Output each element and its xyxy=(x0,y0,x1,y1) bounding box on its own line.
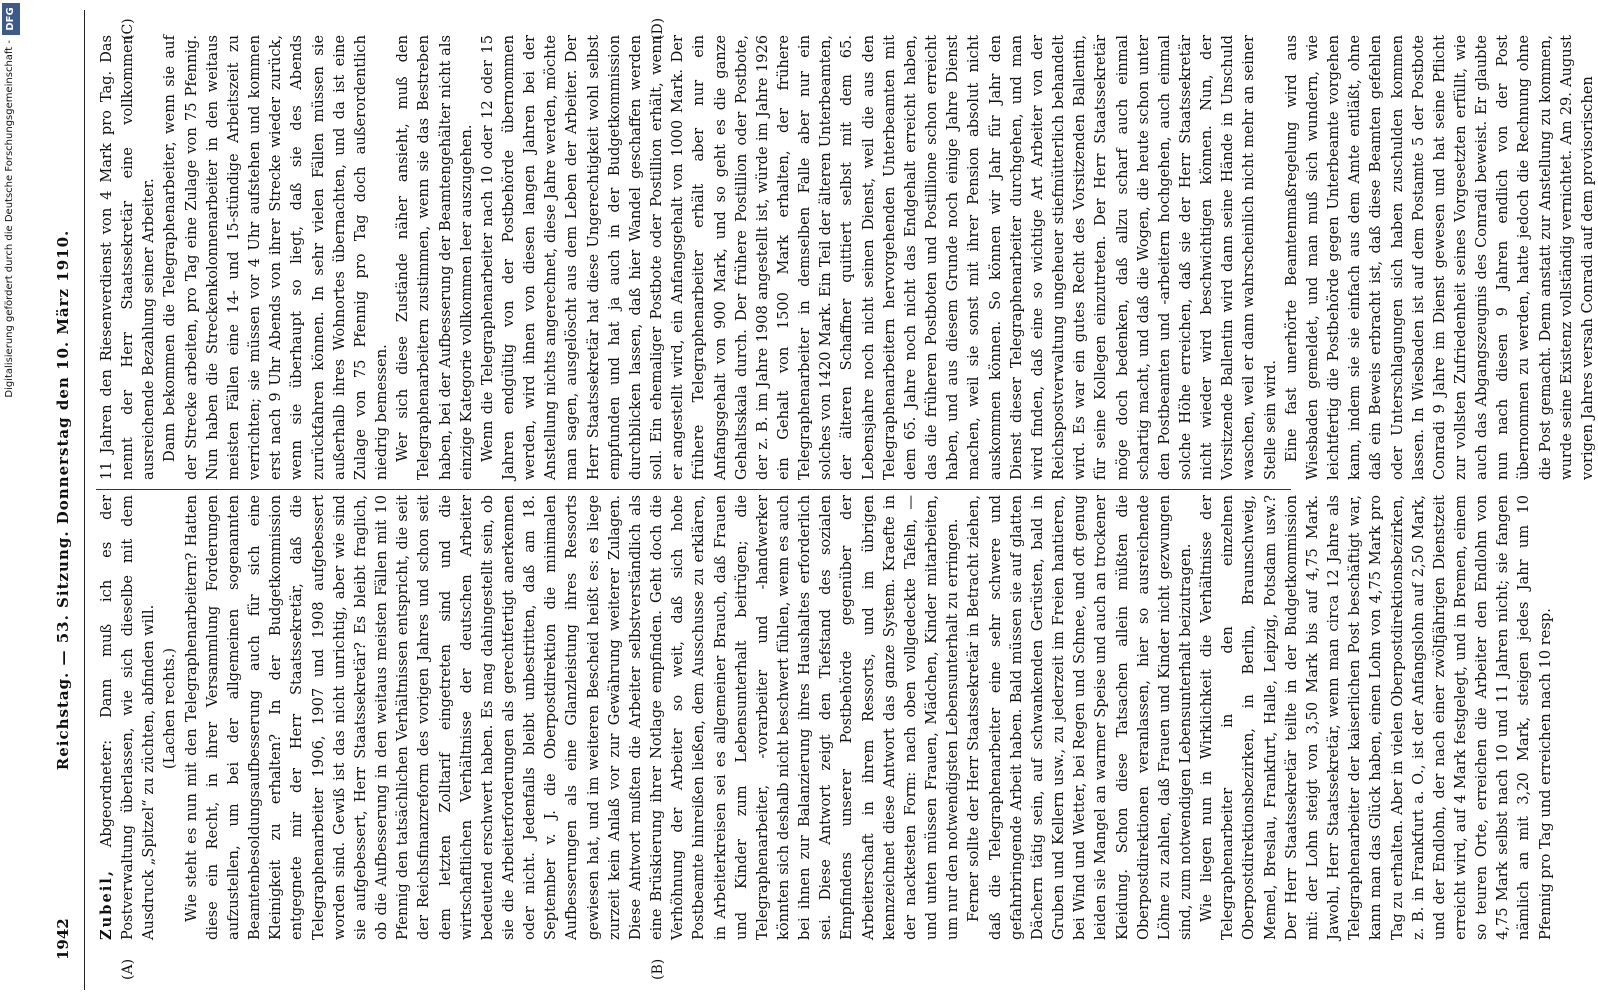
paragraph: Eine fast unerhörte Beamtenmaßregelung wird aus Wiesbaden gemeldet, und man muß sich wundern, wie leichtfertig die Postbehörde gegen Unterbeamte vorgehen kann, indem sie sie einfach aus dem Amte entläßt, ohne daß ein Beweis erbracht ist, daß diese Beamten gefehlen oder Unterschlagungen sich haben zuschulden kommen lassen. In Wiesbaden ist auf dem Postamte 5 der Postbote Conradi 9 Jahre im Dienst gewesen und hat seine Pflicht zur vollsten Zufriedenheit seines Vorgesetzten erfüllt, wie auch das Abgangszeugnis des Conradi beweist. Er glaubte nun nach diesen 9 Jahren endlich von der Post übernommen zu werden, hatte jedoch die Rechnung ohne die Post gemacht. Denn anstatt zur Anstellung zu kommen, wurde seine Existenz vollständig vernichtet. Am 29. August vorigen Jahres versah Conradi auf dem provisorischen xyxy=(1282,35,1596,480)
running-head xyxy=(54,10,78,990)
paragraph: Dann bekommen die Telegraphenarbeiter, wenn sie auf der Strecke arbeiten, pro Tag eine Zulage von 75 Pfennig. Nun haben die Streckenkolonnenarbeiter in den weitaus meisten Fällen eine 14- und 15-stündige Arbeitszeit zu verrichten; sie müssen vor 4 Uhr aufstehen und kommen erst nach 9 Uhr Abends von ihrer Strecke wieder zurück, wenn sie überhaupt so liegt, daß sie des Abends zurückfahren können. In sehr vielen Fällen müssen sie außerhalb ihres Wohnortes übernachten, und da ist eine Zulage von 75 Pfennig pro Tag doch außerordentlich niedrig bemessen. xyxy=(161,35,391,480)
interjection: (Lachen rechts.) xyxy=(161,647,179,770)
margin-marker-b: (B) xyxy=(650,958,666,980)
right-column xyxy=(96,35,1596,480)
paragraph-text: Dann muß ich es der Postverwaltung überlassen, wie sich dieselbe mit dem Ausdruck „Spitzel“ zu züchten, abfinden will. xyxy=(98,494,158,940)
left-column xyxy=(96,494,1554,940)
speaker-role: Abgeordneter: xyxy=(98,739,115,848)
credit-line-text: Digitalisierung gefördert durch die Deutsche Forschungsgemeinschaft - xyxy=(4,40,15,398)
margin-marker-c: (C) xyxy=(120,18,136,40)
page-title: Reichstag. — 53. Sitzung. Donnerstag den 10. März 1910. xyxy=(54,229,72,771)
margin-marker-d: (D) xyxy=(650,17,666,40)
credit-line xyxy=(4,40,20,710)
paragraph: Wie liegen nun in Wirklichkeit die Verhältnisse der Telegraphenarbeiter in den einzelnen Oberpostdirektionsbezirken, in Berlin, Braunschweig, Memel, Breslau, Frankfurt, Halle, Leipzig, Potsdam usw.? Der Herr Staatssekretär teilte in der Budgetkommission mit: der Lohn steigt von 3,50 Mark bis auf 4,75 Mark. Jawohl, Herr Staatssekretär, wenn man circa 12 Jahre als Telegraphenarbeiter der kaiserlichen Post beschäftigt war, kann man das Glück haben, einen Lohn von 4,75 Mark pro Tag zu erhalten. Aber in vielen Oberpostdirektionsbezirken, z. B. in Frankfurt a. O., ist der Anfangslohn auf 2,50 Mark, und der Endlohn, der nach einer zwölfjährigen Dienstzeit erreicht wird, auf 4 Mark festgelegt, und in Bremen, einem so teuren Orte, erreichen die Arbeiter den Endlohn von 4,75 Mark selbst nach 10 und 11 Jahren nicht; sie fangen nämlich an mit 3,20 Mark, steigen jedes Jahr um 10 Pfennig pro Tag und erreichen nach 10 resp. xyxy=(1198,495,1554,940)
paragraph: Ferner sollte der Herr Staatssekretär in Betracht ziehen, daß die Telegraphenarbeiter eine sehr schwere und gefahrbringende Arbeit haben. Bald müssen sie auf glatten Dächern tätig sein, auf schwankenden Gerüsten, bald in Gruben und Kellern usw., zu jederzeit im Freien hantieren, bei Wind und Wetter, bei Regen und Schnee, und oft genug leiden sie Mangel an warmer Speise und auch an trockener Kleidung. Schon diese Tatsachen allein müßten die Oberpostdirektionen veranlassen, hier so ausreichende Löhne zu zahlen, daß Frauen und Kinder nicht gezwungen sind, zum notwendigen Lebensunterhalt beizutragen. xyxy=(965,495,1194,940)
paragraph xyxy=(96,495,159,940)
column-rule xyxy=(96,489,1291,490)
margin-marker-a: (A) xyxy=(120,958,136,980)
header-rule xyxy=(84,10,85,990)
speaker-name: Zubeil, xyxy=(98,869,115,940)
paragraph: Wer sich diese Zustände näher ansieht, muß den Telegraphenarbeitern zustimmen, wenn sie das Bestreben haben, bei der Aufbesserung der Beamtengehälter nicht als einzige Kategorie vollkommen leer auszugehen. xyxy=(394,35,475,480)
paragraph: Wie steht es nun mit den Telegraphenarbeitern? Hatten diese ein Recht, in ihrer Versammlung Forderungen aufzustellen, um bei der allgemeinen sogenannten Beamtenbesoldungsaufbesserung auch für sich eine Kleinigkeit zu erhalten? In der Budgetkommission entgegnete mir der Herr Staatssekretär, daß die Telegraphenarbeiter 1906, 1907 und 1908 aufgebessert worden sind. Gewiß ist das nicht unrichtig, aber wie sind sie aufgebessert, Herr Staatssekretär? Es bleibt fraglich, ob die Aufbesserung in den weitaus meisten Fällen mit 10 Pfennig den tatsächlichen Verhältnissen entspricht, die seit der Reichsfinanzreform des vorigen Jahres und schon seit dem letzten Zolltarif eingetreten sind und die wirtschaftlichen Verhältnisse der deutschen Arbeiter bedeutend erschwert haben. Es mag dahingestellt sein, ob sie die Arbeiterforderungen als gerechtfertigt anerkennen oder nicht. Jedenfalls bleibt unbestritten, daß am 18. September v. J. die Oberpostdirektion die minimalen Aufbesserungen als eine Glanzleistung ihres Ressorts gewiesen hat, und im weiteren Bescheid heißt es: es liege zurzeit kein Anlaß vor zur Gewährung weiterer Zulagen. Diese Antwort mußten die Arbeiter selbstverständlich als eine Brüskierung ihrer Notlage empfinden. Geht doch die Verhöhnung der Arbeiter so weit, daß sich hohe Postbeamte hinreißen ließen, dem Ausschusse zu erklären, in Arbeiterkreisen sei es allgemeiner Brauch, daß Frauen und Kinder zum Lebensunterhalt beitrügen; die Telegraphenarbeiter, -vorarbeiter und -handwerker könnten sich deshalb nicht beschwert fühlen, wenn es auch bei ihnen zur Balanzierung ihres Haushaltes erforderlich sei. Diese Antwort zeigt den Tiefstand des sozialen Empfindens unserer Postbehörde gegenüber der Arbeiterschaft in ihrem Ressorts, und im übrigen kennzeichnet diese Antwort das ganze System. Kraefte in der nacktesten Form: nach oben vollgedeckte Tafeln, — und unten müssen Frauen, Mädchen, Kinder mitarbeiten, um nur den notwendigsten Lebensunterhalt zu erringen. xyxy=(182,495,962,940)
paragraph: 11 Jahren den Riesenverdienst von 4 Mark pro Tag. Das nennt der Herr Staatssekretär eine vollkommen ausreichende Bezahlung seiner Arbeiter. xyxy=(98,35,158,480)
dfg-logo: DFG xyxy=(2,3,20,35)
page-number: 1942 xyxy=(54,918,72,960)
paragraph: Wenn die Telegraphenarbeiter nach 10 oder 12 oder 15 Jahren endgültig von der Postbehörde übernommen werden, wird ihnen von diesen langen Jahren bei der Anstellung nichts angerechnet, diese Jahre werden, möchte man sagen, ausgelöscht aus dem Leben der Arbeiter. Der Herr Staatssekretär hat diese Ungerechtigkeit wohl selbst empfunden und hat ja auch in der Budgetkommission durchblicken lassen, daß hier Wandel geschaffen werden soll. Ein ehemaliger Postbote oder Postillion erhält, wenn er angestellt wird, ein Anfangsgehalt von 1000 Mark. Der frühere Telegraphenarbeiter erhält aber nur ein Anfangsgehalt von 900 Mark, und so geht es die ganze Gehaltsskala durch. Der frühere Postillion oder Postbote, der z. B. im Jahre 1908 angestellt ist, würde im Jahre 1926 ein Gehalt von 1500 Mark erhalten, der frühere Telegraphenarbeiter in demselben Falle aber nur ein solches von 1420 Mark. Ein Teil der älteren Unterbeamten, der älteren Schaffner quittiert selbst mit dem 65. Lebensjahre noch nicht seinen Dienst, weil die aus den Telegraphenarbeitern hervorgehenden Unterbeamten mit dem 65. Jahre noch nicht das Endgehalt erreicht haben, das die früheren Postboten und Postillione schon erreicht haben, und aus diesem Grunde noch einige Jahre Dienst machen, weil sie sonst mit ihrer Pension absolut nicht auskommen können. So können wir Jahr für Jahr den Dienst dieser Telegraphenarbeiter durchgehen, und man wird finden, daß eine so wichtige Art Arbeiter von der Reichspostverwaltung ungeheuer stiefmütterlich behandelt wird. Es war ein gutes Recht des Vorsitzenden Ballentin, für seine Kollegen einzutreten. Der Herr Staatssekretär möge doch bedenken, daß allzu scharf auch einmal schartig macht, und daß die Wogen, die heute schon unter den Postbeamten und -arbeitern hochgehen, auch einmal solche Höhe erreichen, daß sie der Herr Staatssekretär nicht wieder wird beschwichtigen können. Nun, der Vorsitzende Ballentin wird dann seine Hände in Unschuld waschen, weil er dann wahrscheinlich nicht mehr an seiner Stelle sein wird. xyxy=(478,35,1279,480)
